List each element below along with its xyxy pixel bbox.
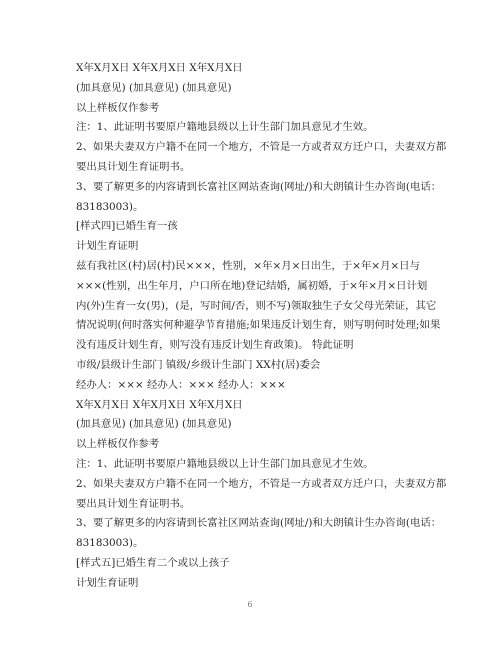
text-line: 3、要了解更多的内容请到长富社区网站查询(网址/)和大朗镇计生办咨询(电话： (76, 517, 442, 530)
text-line: 3、要了解更多的内容请到长富社区网站查询(网址/)和大朗镇计生办咨询(电话： (76, 180, 442, 193)
text-line: 要出具计划生育证明书。 (76, 160, 191, 173)
text-line: 注：1、此证明书要原户籍地县级以上计生部门加具意见才生效。 (76, 457, 374, 470)
text-line: 经办人：××× 经办人：××× 经办人：××× (76, 378, 286, 391)
text-line: 情况说明(何时落实何种避孕节育措施;如果违反计划生育，则写明何时处理;如果 (76, 319, 441, 332)
text-line: [样式四]已婚生育一孩 (76, 220, 178, 233)
text-line: [样式五]已婚生育二个或以上孩子 (76, 556, 230, 569)
text-line: 兹有我社区(村)居(村)民×××，性别，×年×月×日出生，于×年×月×日与 (76, 259, 420, 272)
text-line: X年X月X日 X年X月X日 X年X月X日 (76, 398, 243, 411)
text-line: X年X月X日 X年X月X日 X年X月X日 (76, 62, 243, 74)
text-line: 以上样板仅作参考 (76, 101, 160, 114)
text-line: 内(外)生育一女(男)，(是，写时间/否，则不写)领取独生子女父母光荣证，其它 (76, 299, 437, 312)
text-line: 市级/县级计生部门 镇级/乡级计生部门 XX村(居)委会 (76, 358, 321, 371)
text-line: 83183003)。 (76, 537, 144, 550)
page-number: 6 (247, 600, 253, 609)
text-line: 83183003)。 (76, 200, 144, 213)
text-line: 没有违反计划生育，则写没有违反计划生育政策)。 特此证明 (76, 339, 354, 352)
text-line: (加具意见) (加具意见) (加具意见) (76, 418, 232, 431)
text-line: 注：1、此证明书要原户籍地县级以上计生部门加具意见才生效。 (76, 121, 374, 134)
text-line: ×××(性别，出生年月，户口所在地)登记结婚，属初婚，于×年×月×日计划 (76, 279, 428, 292)
text-line: (加具意见) (加具意见) (加具意见) (76, 81, 232, 94)
text-line: 要出具计划生育证明书。 (76, 497, 191, 510)
text-line: 计划生育证明 (76, 576, 139, 589)
text-line: 2、如果夫妻双方户籍不在同一个地方，不管是一方或者双方迁户口，夫妻双方都 (76, 141, 447, 154)
text-line: 计划生育证明 (76, 240, 139, 253)
document-body (76, 59, 447, 594)
text-line: 2、如果夫妻双方户籍不在同一个地方，不管是一方或者双方迁户口，夫妻双方都 (76, 477, 447, 490)
text-line: 以上样板仅作参考 (76, 438, 160, 451)
